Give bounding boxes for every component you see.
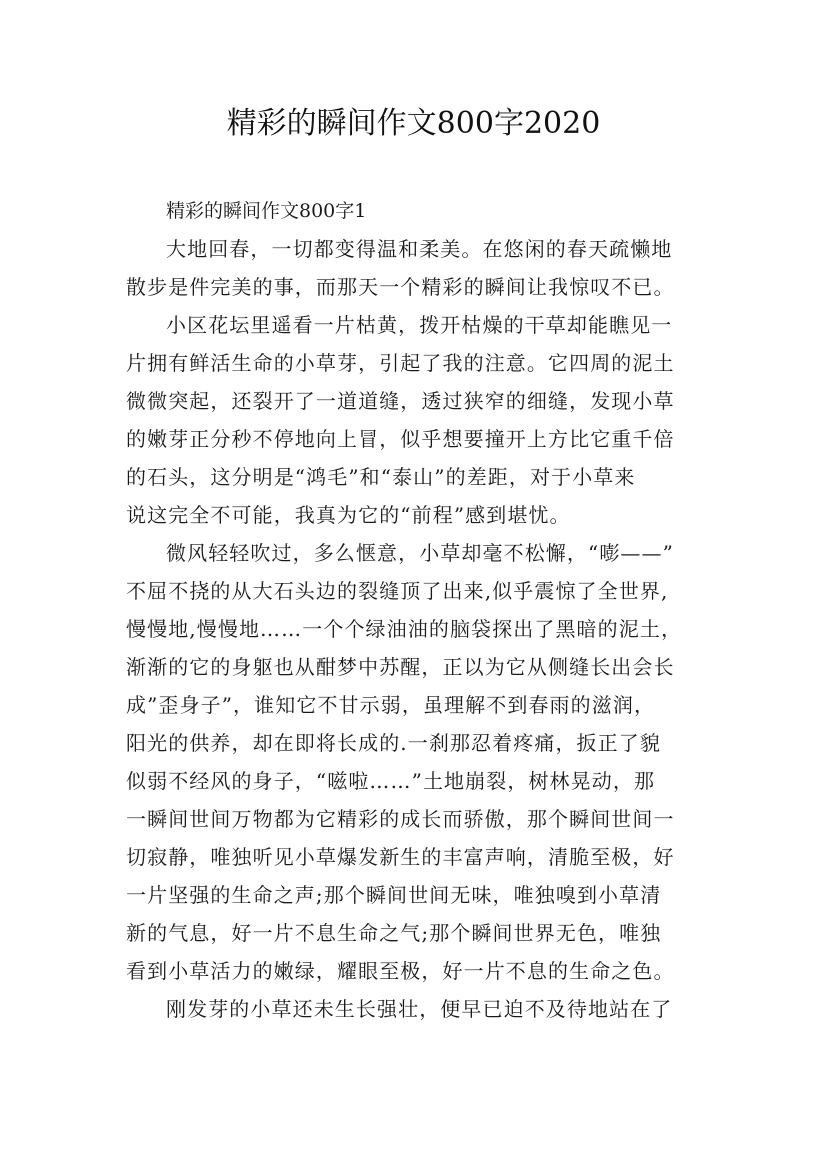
text-line: 大地回春，一切都变得温和柔美。在悠闲的春天疏懒地 <box>166 237 673 261</box>
text-line: 的石头，这分明是“鸿毛”和“泰山”的差距，对于小草来 <box>126 465 636 489</box>
text-line: 一瞬间世间万物都为它精彩的成长而骄傲，那个瞬间世间一 <box>126 807 675 831</box>
text-line: 成”歪身子”，谁知它不甘示弱，虽理解不到春雨的滋润， <box>126 693 656 717</box>
text-line: 微微突起，还裂开了一道道缝，透过狭窄的细缝，发现小草 <box>126 389 675 413</box>
text-line: 微风轻轻吹过，多么惬意，小草却毫不松懈，“嘭——” <box>166 541 674 565</box>
text-line: 渐渐的它的身躯也从酣梦中苏醒，正以为它从侧缝长出会长 <box>126 655 675 679</box>
article-body <box>126 192 718 1028</box>
text-line: 慢慢地,慢慢地……一个个绿油油的脑袋探出了黑暗的泥土， <box>126 617 683 641</box>
text-line: 看到小草活力的嫩绿，耀眼至极，好一片不息的生命之色。 <box>126 959 675 983</box>
text-line: 刚发芽的小草还未生长强壮，便早已迫不及待地站在了 <box>166 997 673 1021</box>
section-heading: 精彩的瞬间作文800字1 <box>166 200 367 222</box>
text-line: 不屈不挠的从大石头边的裂缝顶了出来,似乎震惊了全世界, <box>126 579 669 603</box>
text-line: 阳光的供养，却在即将长成的.一刹那忍着疼痛，扳正了貌 <box>126 731 661 755</box>
text-line: 切寂静，唯独听见小草爆发新生的丰富声响，清脆至极，好 <box>126 845 675 869</box>
paragraph-lines <box>126 230 718 1028</box>
text-line: 一片坚强的生命之声;那个瞬间世间无味，唯独嗅到小草清 <box>126 883 662 907</box>
text-line: 说这完全不可能，我真为它的“前程”感到堪忧。 <box>126 503 571 527</box>
page-title: 精彩的瞬间作文800字2020 <box>226 106 601 141</box>
text-line: 散步是件完美的事，而那天一个精彩的瞬间让我惊叹不已。 <box>126 275 675 299</box>
text-line: 似弱不经风的身子，“嗞啦……”土地崩裂，树林晃动，那 <box>126 769 656 793</box>
text-line: 的嫩芽正分秒不停地向上冒，似乎想要撞开上方比它重千倍 <box>126 427 675 451</box>
text-line: 新的气息，好一片不息生命之气;那个瞬间世界无色，唯独 <box>126 921 662 945</box>
text-line: 小区花坛里遥看一片枯黄，拨开枯燥的干草却能瞧见一 <box>166 313 673 337</box>
text-line: 片拥有鲜活生命的小草芽，引起了我的注意。它四周的泥土 <box>126 351 675 375</box>
